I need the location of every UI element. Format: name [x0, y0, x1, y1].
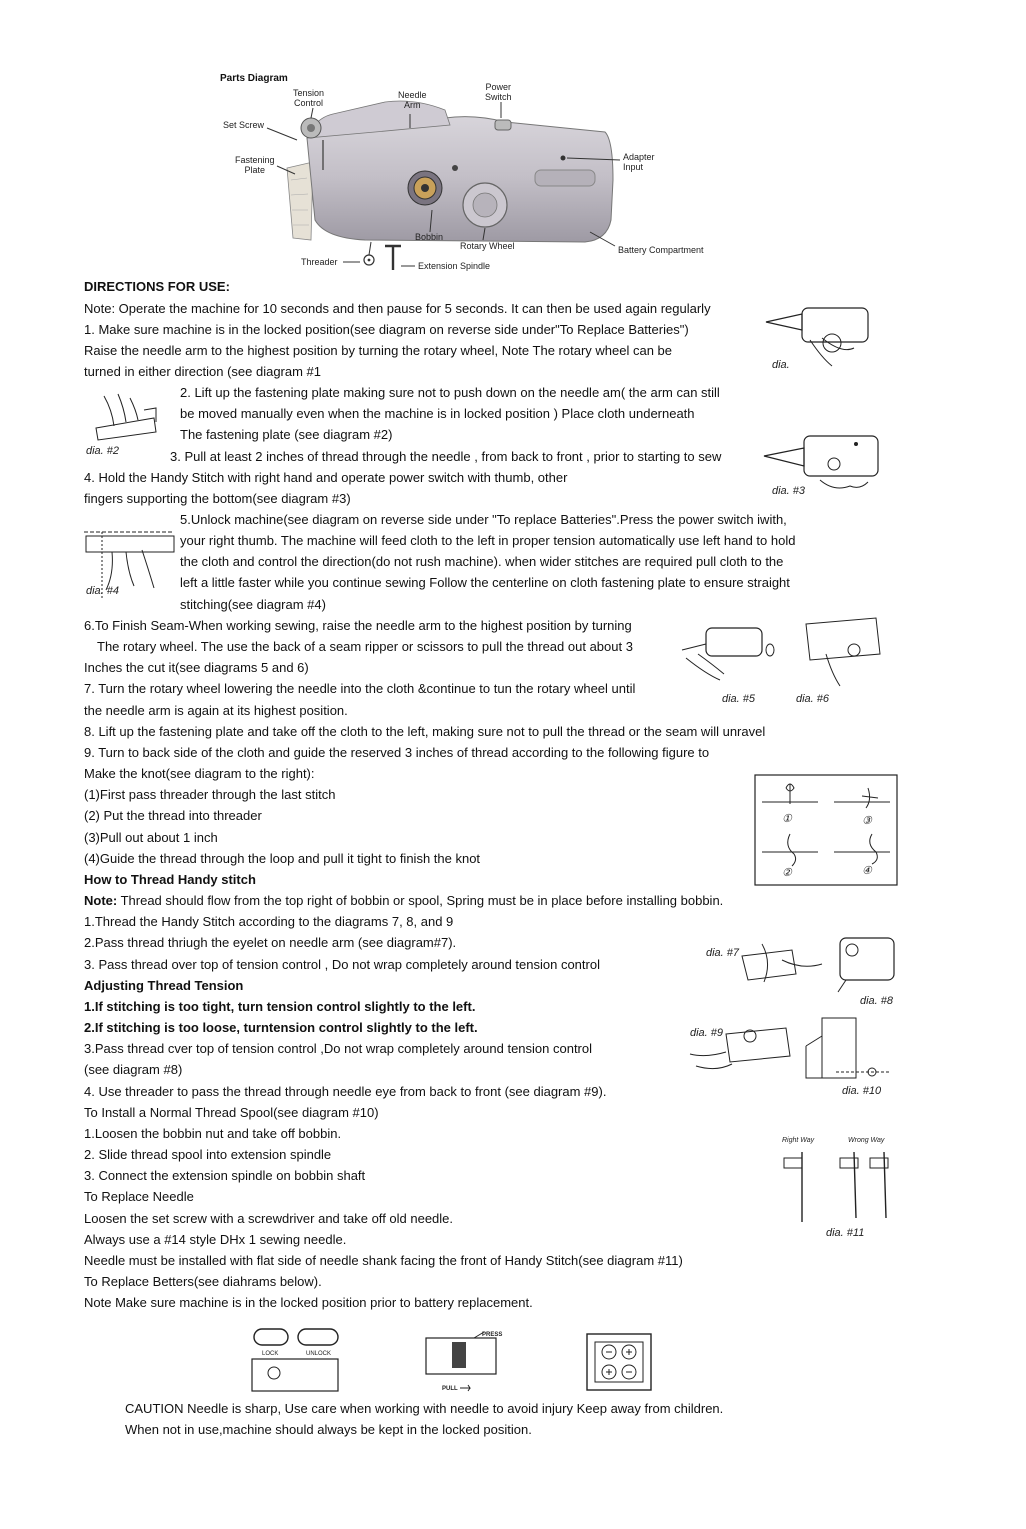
dia-8-label: dia. #8 — [860, 995, 894, 1007]
right-way-label: Right Way — [782, 1137, 815, 1144]
label-tension-control: Tension Control — [293, 88, 325, 108]
text-line: Note Make sure machine is in the locked position prior to battery replacement. — [84, 1295, 533, 1310]
text-line: Note: Operate the machine for 10 seconds and then pause for 5 seconds. It can then be used again regularly — [84, 301, 711, 316]
text-line: 4. Hold the Handy Stitch with right hand and operate power switch with thumb, other — [84, 470, 568, 485]
dia-10-label: dia. #10 — [842, 1085, 882, 1097]
text-line: left a little faster while you continue sewing Follow the centerline on cloth fastening plate to ensure straight — [180, 575, 790, 590]
note-text: Thread should flow from the top right of bobbin or spool, Spring must be in place before installing bobbin. — [117, 893, 724, 908]
text-line: Inches the cut it(see diagrams 5 and 6) — [84, 660, 309, 675]
label-bobbin: Bobbin — [415, 232, 444, 242]
battery-diagram-cells — [585, 1330, 655, 1396]
text-line: 1. Make sure machine is in the locked position(see diagram on reverse side under"To Replace Batteries") — [84, 322, 689, 337]
text-line: 3. Pull at least 2 inches of thread through the needle , from back to front , prior to starting to sew — [170, 449, 722, 464]
dia-9-label: dia. #9 — [690, 1027, 724, 1039]
text-line: be moved manually even when the machine is in locked position ) Place cloth underneath — [180, 406, 695, 421]
knot-3-label: ③ — [862, 815, 872, 827]
label-threader: Threader — [301, 257, 338, 267]
diagram-7-8 — [702, 934, 898, 1010]
label-extension-spindle: Extension Spindle — [418, 261, 491, 271]
text-line: To Install a Normal Thread Spool(see diagram #10) — [84, 1105, 379, 1120]
dia-3-label: dia. #3 — [772, 485, 806, 497]
pull-label: PULL — [442, 1386, 458, 1392]
text-line: your right thumb. The machine will feed cloth to the left in proper tension automatically use left hand to hold — [180, 533, 796, 548]
text-line: Loosen the set screw with a screwdriver and take off old needle. — [84, 1211, 454, 1226]
battery-diagram-press — [422, 1328, 510, 1396]
text-line: 6.To Finish Seam-When working sewing, raise the needle arm to the highest position by turning — [84, 618, 632, 633]
text-line: 2. Slide thread spool into extension spindle — [84, 1147, 332, 1162]
text-line: To Replace Betters(see diahrams below). — [84, 1274, 322, 1289]
caution-line: CAUTION Needle is sharp, Use care when working with needle to avoid injury Keep away from children. — [125, 1401, 724, 1416]
text-line: Make the knot(see diagram to the right): — [84, 766, 315, 781]
dia-7-label: dia. #7 — [706, 947, 740, 959]
text-line — [84, 890, 723, 911]
text-line: turned in either direction (see diagram #1 — [84, 364, 322, 379]
battery-diagram-lock — [248, 1325, 342, 1397]
text-line: 9. Turn to back side of the cloth and guide the reserved 3 inches of thread according to the following figure to — [84, 745, 710, 760]
diagram-4 — [82, 528, 178, 608]
parts-diagram-title: Parts Diagram — [220, 73, 288, 84]
dia-6-label: dia. #6 — [796, 693, 830, 705]
text-line: (1)First pass threader through the last stitch — [84, 787, 336, 802]
caution-line: When not in use,machine should always be kept in the locked position. — [125, 1422, 532, 1437]
note-label: Note: — [84, 893, 118, 908]
parts-diagram — [215, 70, 725, 280]
text-line: 1.If stitching is too tight, turn tension control slightly to the left. — [84, 999, 476, 1014]
label-power-switch: Power Switch — [485, 82, 512, 102]
text-line: The fastening plate (see diagram #2) — [180, 427, 393, 442]
text-line: 7. Turn the rotary wheel lowering the needle into the cloth &continue to tun the rotary wheel until — [84, 681, 636, 696]
text-line: To Replace Needle — [84, 1189, 194, 1204]
dia-1-label: dia. — [772, 359, 790, 371]
text-line: (see diagram #8) — [84, 1062, 183, 1077]
text-line: 3. Pass thread over top of tension control , Do not wrap completely around tension control — [84, 957, 600, 972]
label-rotary-wheel: Rotary Wheel — [460, 241, 515, 251]
tension-heading: Adjusting Thread Tension — [84, 978, 244, 993]
dia-11-label: dia. #11 — [826, 1227, 865, 1239]
label-adapter-input: Adapter Input — [623, 152, 655, 172]
label-needle-arm: Needle Arm — [398, 90, 427, 110]
text-line: 4. Use threader to pass the thread through needle eye from back to front (see diagram #9). — [84, 1084, 607, 1099]
dia-4-label: dia. #4 — [86, 585, 120, 597]
thread-heading: How to Thread Handy stitch — [84, 872, 256, 887]
lock-label: LOCK — [262, 1351, 279, 1357]
diagram-11 — [776, 1132, 898, 1242]
text-line: (4)Guide the thread through the loop and pull it tight to finish the knot — [84, 851, 481, 866]
text-line: 8. Lift up the fastening plate and take off the cloth to the left, making sure not to pull the thread or the seam will unravel — [84, 724, 766, 739]
text-line: 2.Pass thread thriugh the eyelet on needle arm (see diagram#7). — [84, 935, 457, 950]
text-line: 2.If stitching is too loose, turntension control slightly to the left. — [84, 1020, 478, 1035]
diagram-3 — [760, 430, 884, 500]
knot-2-label: ② — [782, 867, 792, 879]
dia-2-label: dia. #2 — [86, 445, 120, 457]
text-line: (2) Put the thread into threader — [84, 808, 262, 823]
text-line: 1.Thread the Handy Stitch according to the diagrams 7, 8, and 9 — [84, 914, 454, 929]
wrong-way-label: Wrong Way — [848, 1137, 885, 1144]
text-line: Needle must be installed with flat side of needle shank facing the front of Handy Stitch(see diagram #11) — [84, 1253, 683, 1268]
knot-1-label: ① — [782, 813, 792, 825]
text-line: the needle arm is again at its highest position. — [84, 703, 348, 718]
text-line: Always use a #14 style DHx 1 sewing needle. — [84, 1232, 347, 1247]
text-line: 2. Lift up the fastening plate making sure not to push down on the needle am( the arm can still — [180, 385, 720, 400]
label-fastening-plate: Fastening Plate — [235, 155, 275, 175]
dia-5-label: dia. #5 — [722, 693, 756, 705]
text-line: 3.Pass thread cver top of tension control ,Do not wrap completely around tension control — [84, 1041, 593, 1056]
knot-diagram — [754, 774, 898, 886]
text-line: Raise the needle arm to the highest position by turning the rotary wheel, Note The rotary wheel can be — [84, 343, 672, 358]
diagram-5-6 — [676, 614, 884, 708]
text-line: The rotary wheel. The use the back of a seam ripper or scissors to pull the thread out about 3 — [97, 639, 633, 654]
text-line: 5.Unlock machine(see diagram on reverse side under "To replace Batteries".Press the power switch iwith, — [180, 512, 787, 527]
text-line: the cloth and control the direction(do not rush machine). when wider stitches are required pull cloth to the — [180, 554, 784, 569]
label-set-screw: Set Screw — [223, 120, 265, 130]
diagram-9-10 — [686, 1016, 896, 1100]
text-line: stitching(see diagram #4) — [180, 597, 326, 612]
unlock-label: UNLOCK — [306, 1351, 332, 1357]
text-line: 3. Connect the extension spindle on bobbin shaft — [84, 1168, 366, 1183]
diagram-2 — [84, 388, 164, 458]
text-line: fingers supporting the bottom(see diagram #3) — [84, 491, 351, 506]
directions-heading: DIRECTIONS FOR USE: — [84, 279, 230, 294]
press-label: PRESS — [482, 1332, 503, 1338]
text-line: 1.Loosen the bobbin nut and take off bobbin. — [84, 1126, 342, 1141]
label-battery-compartment: Battery Compartment — [618, 245, 704, 255]
text-line: (3)Pull out about 1 inch — [84, 830, 218, 845]
diagram-1 — [762, 298, 874, 372]
knot-4-label: ④ — [862, 865, 872, 877]
